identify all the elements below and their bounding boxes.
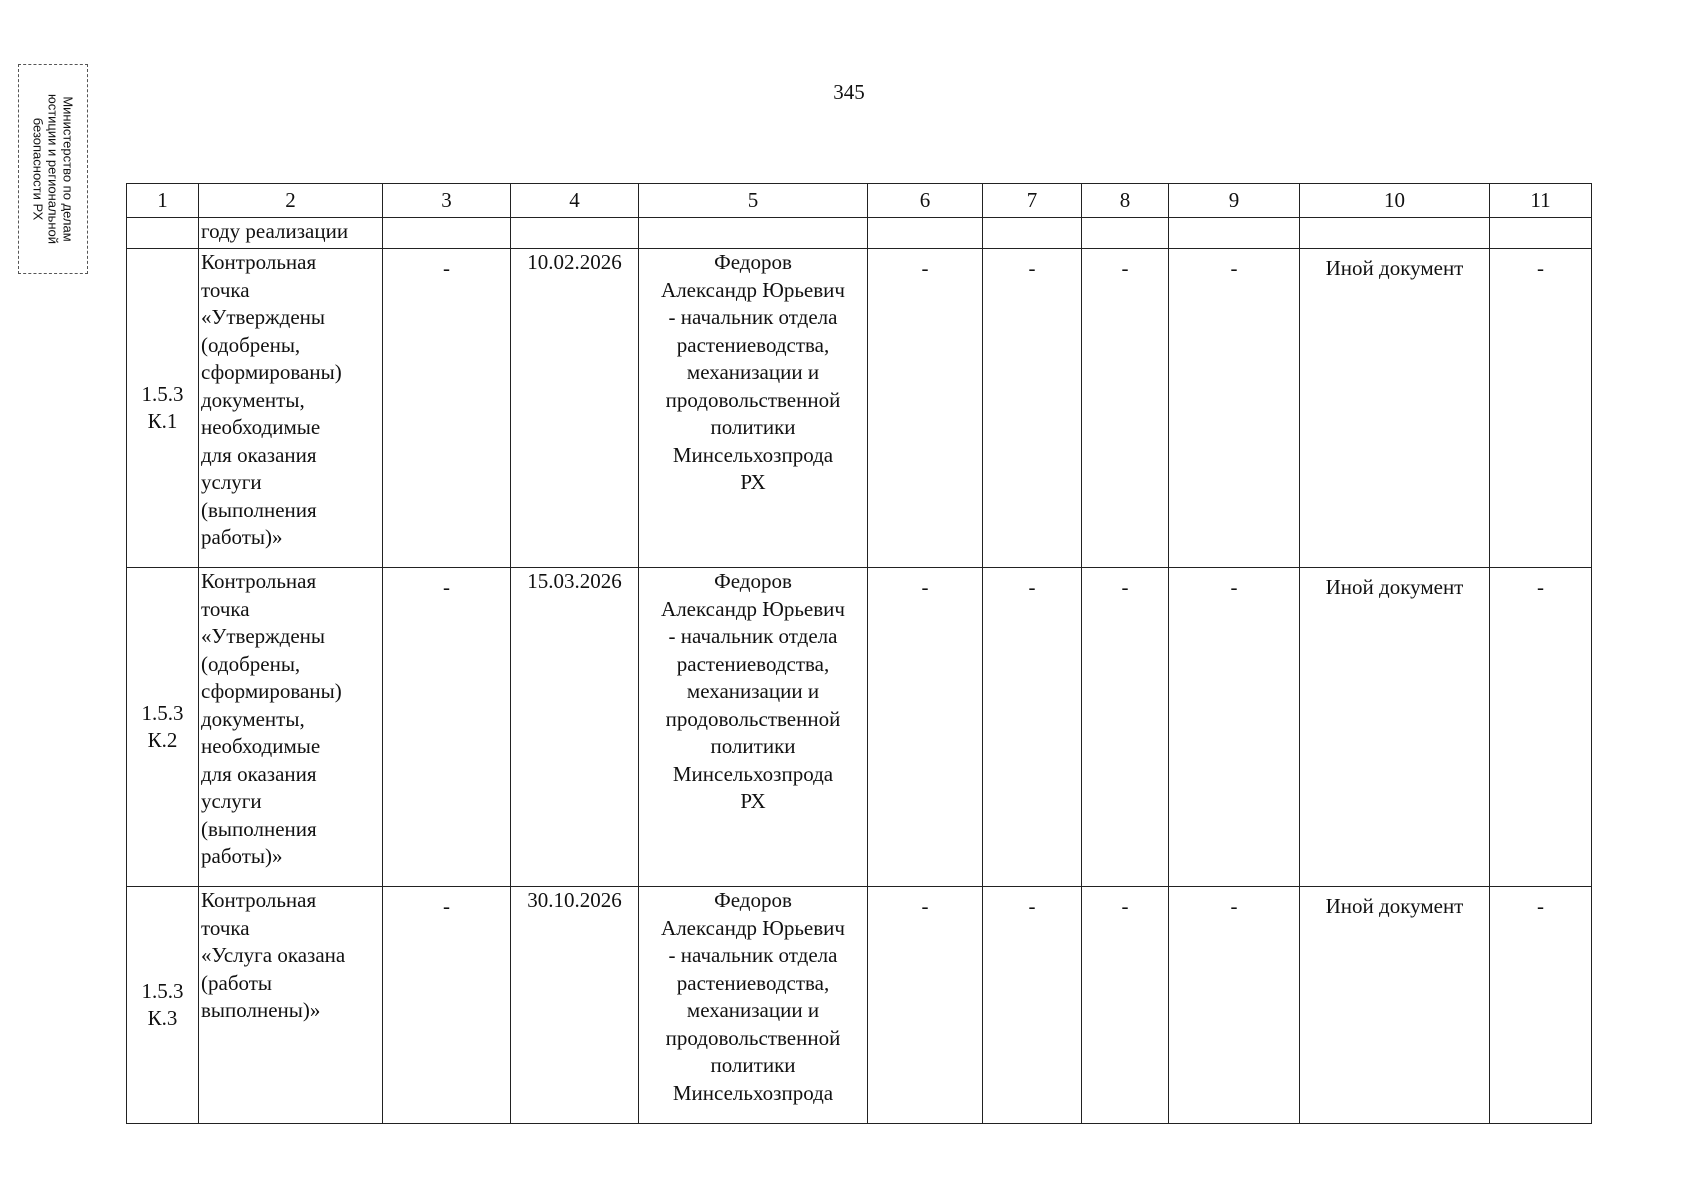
column-number: 4 [511, 184, 639, 218]
column-number: 6 [868, 184, 983, 218]
cell-col9: - [1169, 568, 1300, 887]
cell-col3: - [383, 568, 511, 887]
continuation-row [127, 218, 1592, 249]
item-number: 1.5.3 К.1 [127, 249, 199, 568]
cell-col8: - [1082, 568, 1169, 887]
checkpoint-name: Контрольная точка «Утверждены (одобрены, сформированы) документы, необходимые для оказания услуги (выполнения работы)» [199, 249, 383, 568]
responsible-person: Федоров Александр Юрьевич - начальник отдела растениеводства, механизации и продовольственной политики Минсельхозпрода РХ [639, 568, 868, 887]
stamp-line: Министерство по делам [60, 96, 76, 242]
deadline-date: 30.10.2026 [511, 887, 639, 1124]
cell-col11: - [1490, 887, 1592, 1124]
column-number: 2 [199, 184, 383, 218]
column-number-header-row [127, 184, 1592, 218]
document-type: Иной документ [1300, 249, 1490, 568]
registration-stamp [18, 64, 88, 274]
table-row [127, 887, 1592, 1124]
table-row [127, 568, 1592, 887]
deadline-date: 10.02.2026 [511, 249, 639, 568]
page-number: 345 [833, 80, 865, 104]
column-number: 9 [1169, 184, 1300, 218]
column-number: 3 [383, 184, 511, 218]
cell-col7: - [983, 249, 1082, 568]
responsible-person: Федоров Александр Юрьевич - начальник отдела растениеводства, механизации и продовольственной политики Минсельхозпрода РХ [639, 249, 868, 568]
stamp-line: безопасности РХ [30, 117, 46, 221]
responsible-person: Федоров Александр Юрьевич - начальник отдела растениеводства, механизации и продовольственной политики Минсельхозпрода [639, 887, 868, 1124]
item-number: 1.5.3 К.3 [127, 887, 199, 1124]
cell-col6: - [868, 568, 983, 887]
cell-col7: - [983, 887, 1082, 1124]
column-number: 11 [1490, 184, 1592, 218]
deadline-date: 15.03.2026 [511, 568, 639, 887]
column-number: 10 [1300, 184, 1490, 218]
cell-col3: - [383, 249, 511, 568]
table-row [127, 249, 1592, 568]
checkpoint-name: Контрольная точка «Утверждены (одобрены, сформированы) документы, необходимые для оказания услуги (выполнения работы)» [199, 568, 383, 887]
column-number: 1 [127, 184, 199, 218]
stamp-text [31, 74, 76, 264]
continuation-text: году реализации [199, 218, 383, 249]
checkpoint-name: Контрольная точка «Услуга оказана (работы выполнены)» [199, 887, 383, 1124]
item-number: 1.5.3 К.2 [127, 568, 199, 887]
column-number: 5 [639, 184, 868, 218]
column-number: 8 [1082, 184, 1169, 218]
stamp-line: юстиции и региональной [45, 93, 61, 245]
document-type: Иной документ [1300, 887, 1490, 1124]
schedule-table [126, 183, 1592, 1124]
cell-col8: - [1082, 887, 1169, 1124]
cell-col6: - [868, 887, 983, 1124]
cell-col8: - [1082, 249, 1169, 568]
cell-col11: - [1490, 249, 1592, 568]
cell-col9: - [1169, 887, 1300, 1124]
cell-col6: - [868, 249, 983, 568]
column-number: 7 [983, 184, 1082, 218]
document-type: Иной документ [1300, 568, 1490, 887]
cell-col9: - [1169, 249, 1300, 568]
cell-col11: - [1490, 568, 1592, 887]
cell-col3: - [383, 887, 511, 1124]
cell-col7: - [983, 568, 1082, 887]
